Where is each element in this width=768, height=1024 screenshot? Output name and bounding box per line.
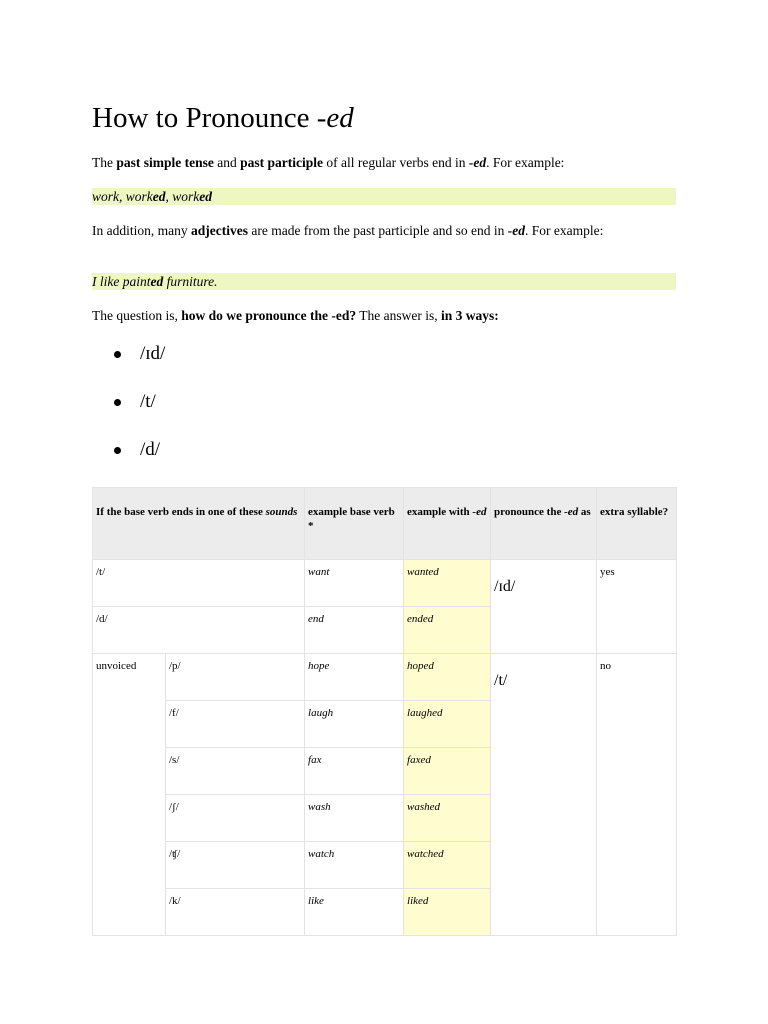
header-base-verb: example base verb * xyxy=(305,488,404,560)
table-row: /f/ laugh laughed xyxy=(93,701,677,748)
table-row: /ʃ/ wash washed xyxy=(93,795,677,842)
list-item: /d/ xyxy=(114,438,165,486)
adjectives-paragraph: In addition, many adjectives are made from the past participle and so end in -ed. For example: xyxy=(92,223,604,238)
table-row: /t/ want wanted /ɪd/ yes xyxy=(93,560,677,607)
unvoiced-label: unvoiced xyxy=(93,654,166,936)
table-row: unvoiced /p/ hope hoped /t/ no xyxy=(93,654,677,701)
header-with-ed: example with -ed xyxy=(404,488,491,560)
syllable-yes: yes xyxy=(597,560,677,654)
pronunciation-id: /ɪd/ xyxy=(491,560,597,654)
table-row: /s/ fax faxed xyxy=(93,748,677,795)
header-extra-syllable: extra syllable? xyxy=(597,488,677,560)
list-item: /t/ xyxy=(114,390,165,438)
table-header-row xyxy=(93,488,677,560)
table-row: /ʧ/ watch watched xyxy=(93,842,677,889)
pronunciation-t: /t/ xyxy=(491,654,597,936)
ways-list xyxy=(114,342,165,486)
example-highlight-2: I like painted furniture. xyxy=(92,273,676,290)
question-paragraph: The question is, how do we pronounce the -ed? The answer is, in 3 ways: xyxy=(92,308,499,323)
page-title: How to Pronounce -ed xyxy=(92,102,354,134)
table-row: /k/ like liked xyxy=(93,889,677,936)
list-item: /ɪd/ xyxy=(114,342,165,390)
header-pronounce: pronounce the -ed as xyxy=(491,488,597,560)
header-ending-sound: If the base verb ends in one of these sounds xyxy=(93,488,305,560)
title-suffix: -ed xyxy=(316,102,354,134)
bullet-icon xyxy=(114,447,121,454)
syllable-no: no xyxy=(597,654,677,936)
pronunciation-table xyxy=(92,487,677,936)
example-highlight-1: work, worked, worked xyxy=(92,188,676,205)
bullet-icon xyxy=(114,399,121,406)
intro-paragraph: The past simple tense and past participle of all regular verbs end in -ed. For example: xyxy=(92,155,565,170)
bullet-icon xyxy=(114,351,121,358)
table-row: /d/ end ended xyxy=(93,607,677,654)
